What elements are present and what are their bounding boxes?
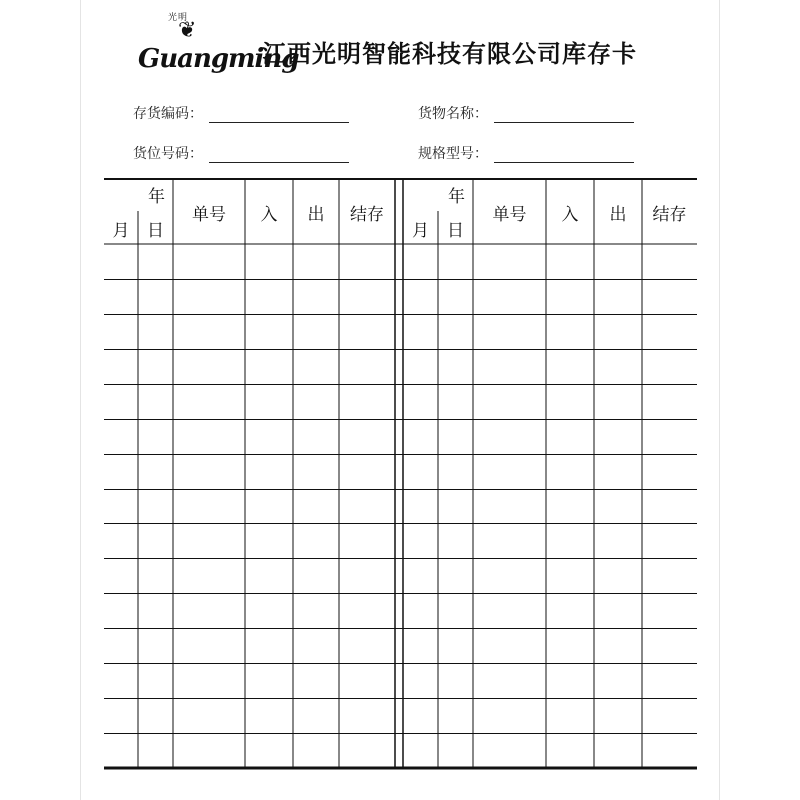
item-name-blank [494,108,634,123]
item-code-blank [209,108,349,123]
spec-model-field [418,143,634,163]
day-header-right: 日 [447,221,464,241]
out-header-left: 出 [307,205,325,225]
doc-no-header-right: 单号 [492,205,527,225]
location-code-field [133,143,349,163]
month-header-right: 月 [412,221,429,241]
location-code-blank [209,148,349,163]
item-code-field [133,103,349,123]
balance-header-right: 结存 [652,205,687,225]
logo-small-text: 光明 [168,13,189,23]
month-header-left: 月 [112,221,130,241]
day-header-left: 日 [147,221,164,241]
year-header-left: 年 [148,187,165,207]
card-title: 江西光明智能科技有限公司库存卡 [262,39,637,68]
location-code-label: 货位号码： [133,146,203,162]
company-logo [138,10,299,80]
inventory-table [104,178,697,770]
spec-model-blank [494,148,634,163]
balance-header-left: 结存 [350,205,384,225]
item-code-label: 存货编码： [133,106,203,122]
logo-wordmark: Guangming [138,44,299,74]
table-grid [104,178,697,770]
flower-icon: ❦ [178,18,197,43]
spec-model-label: 规格型号： [418,146,488,162]
item-name-field [418,103,634,123]
year-header-right: 年 [448,187,465,207]
in-header-right: 入 [561,205,579,225]
doc-no-header-left: 单号 [192,205,226,225]
item-name-label: 货物名称： [418,106,488,122]
in-header-left: 入 [260,205,278,225]
out-header-right: 出 [609,205,627,225]
